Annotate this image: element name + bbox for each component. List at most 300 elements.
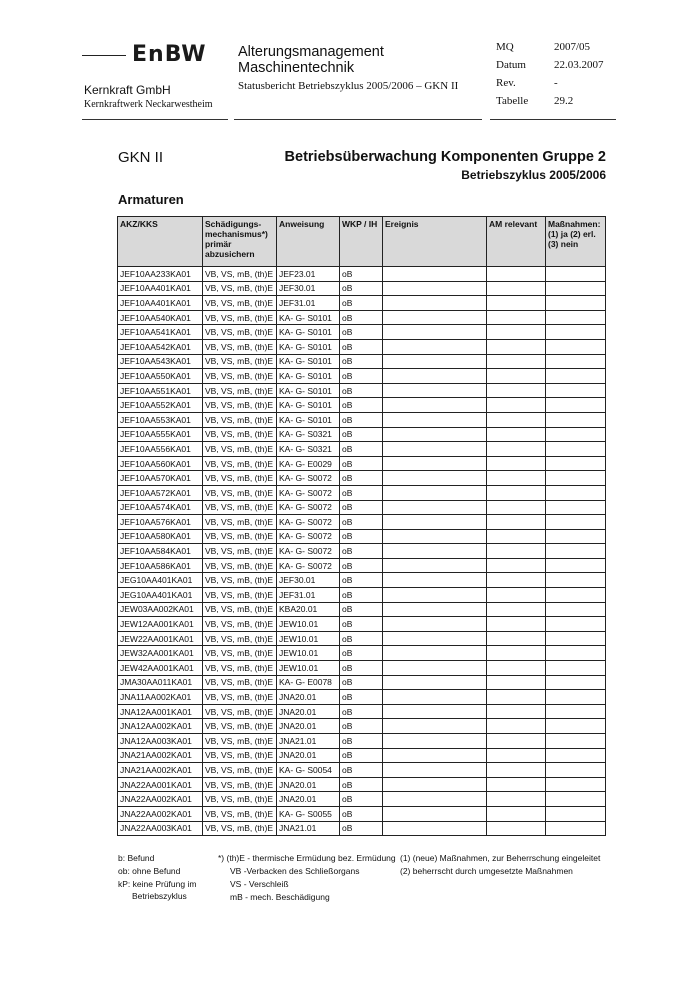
group-heading: Armaturen	[118, 192, 184, 207]
table-cell: JEF10AA574KA01	[118, 500, 203, 515]
table-cell	[383, 544, 487, 559]
table-cell: JEW10.01	[277, 646, 340, 661]
legend-line: ob: ohne Befund	[118, 866, 181, 876]
table-cell: VB, VS, mB, (th)E	[203, 310, 277, 325]
table-cell	[546, 821, 606, 836]
table-cell: VB, VS, mB, (th)E	[203, 792, 277, 807]
table-cell: oB	[340, 267, 383, 282]
table-cell	[383, 588, 487, 603]
table-cell: oB	[340, 631, 383, 646]
table-cell: oB	[340, 558, 383, 573]
table-row	[118, 763, 606, 778]
table-row	[118, 821, 606, 836]
table-cell	[487, 704, 546, 719]
table-cell	[546, 354, 606, 369]
company-name: Kernkraft GmbH	[84, 83, 171, 97]
table-row	[118, 704, 606, 719]
table-cell: JNA20.01	[277, 704, 340, 719]
meta-row	[496, 41, 616, 59]
table-cell	[546, 412, 606, 427]
table-cell	[487, 748, 546, 763]
table-cell: JEF10AA580KA01	[118, 529, 203, 544]
table-cell	[546, 777, 606, 792]
table-cell: JNA20.01	[277, 777, 340, 792]
column-header: WKP / IH	[340, 217, 383, 267]
table-cell: VB, VS, mB, (th)E	[203, 412, 277, 427]
table-cell: oB	[340, 310, 383, 325]
legend-status	[118, 852, 196, 901]
table-row	[118, 398, 606, 413]
table-cell: JEF10AA576KA01	[118, 515, 203, 530]
table-cell: oB	[340, 456, 383, 471]
table-cell	[487, 558, 546, 573]
table-cell: VB, VS, mB, (th)E	[203, 544, 277, 559]
table-cell: VB, VS, mB, (th)E	[203, 442, 277, 457]
table-cell	[546, 617, 606, 632]
table-row	[118, 354, 606, 369]
table-cell: oB	[340, 442, 383, 457]
table-cell	[383, 617, 487, 632]
table-cell	[383, 675, 487, 690]
table-cell	[546, 704, 606, 719]
table-cell: VB, VS, mB, (th)E	[203, 339, 277, 354]
table-cell: JEF23.01	[277, 267, 340, 282]
table-cell: VB, VS, mB, (th)E	[203, 646, 277, 661]
table-cell	[546, 748, 606, 763]
table-cell: oB	[340, 427, 383, 442]
table-cell: VB, VS, mB, (th)E	[203, 471, 277, 486]
table-cell	[546, 646, 606, 661]
table-cell: oB	[340, 806, 383, 821]
table-row	[118, 588, 606, 603]
table-cell: JEF10AA233KA01	[118, 267, 203, 282]
table-cell: JNA20.01	[277, 719, 340, 734]
table-cell: KBA20.01	[277, 602, 340, 617]
table-row	[118, 427, 606, 442]
legend-line: b: Befund	[118, 853, 155, 863]
table-cell: JNA22AA002KA01	[118, 806, 203, 821]
table-cell	[487, 719, 546, 734]
table-cell	[383, 267, 487, 282]
table-cell: JNA11AA002KA01	[118, 690, 203, 705]
table-row	[118, 646, 606, 661]
table-cell: VB, VS, mB, (th)E	[203, 734, 277, 749]
table-cell: JEW42AA001KA01	[118, 661, 203, 676]
table-cell	[546, 310, 606, 325]
table-row	[118, 471, 606, 486]
table-cell	[383, 412, 487, 427]
meta-key: MQ	[496, 41, 514, 53]
table-cell: JEW03AA002KA01	[118, 602, 203, 617]
table-cell	[546, 369, 606, 384]
table-cell: KA- G- S0101	[277, 383, 340, 398]
table-row	[118, 719, 606, 734]
table-cell	[546, 485, 606, 500]
table-row	[118, 777, 606, 792]
table-cell: JEF10AA586KA01	[118, 558, 203, 573]
table-cell	[546, 471, 606, 486]
table-cell	[487, 427, 546, 442]
meta-value: 22.03.2007	[554, 59, 604, 71]
table-cell: oB	[340, 354, 383, 369]
table-cell	[383, 427, 487, 442]
table-cell: KA- G- S0072	[277, 485, 340, 500]
table-row	[118, 369, 606, 384]
table-cell	[383, 821, 487, 836]
table-cell	[546, 325, 606, 340]
meta-value: -	[554, 77, 558, 89]
table-cell	[546, 544, 606, 559]
table-cell	[546, 398, 606, 413]
table-cell: JNA21.01	[277, 734, 340, 749]
meta-value: 29.2	[554, 95, 574, 107]
table-cell	[487, 325, 546, 340]
table-cell	[383, 281, 487, 296]
meta-key: Tabelle	[496, 95, 529, 107]
table-cell: JNA20.01	[277, 792, 340, 807]
table-cell	[487, 281, 546, 296]
title-line-1: Alterungsmanagement	[238, 44, 384, 60]
table-row	[118, 383, 606, 398]
table-row	[118, 544, 606, 559]
meta-row	[496, 95, 616, 113]
table-cell: JNA12AA003KA01	[118, 734, 203, 749]
logo-text: EnBW	[132, 42, 207, 67]
table-cell	[487, 398, 546, 413]
table-cell	[546, 661, 606, 676]
column-header: Maßnahmen: (1) ja (2) erl. (3) nein	[546, 217, 606, 267]
table-row	[118, 442, 606, 457]
table-cell: oB	[340, 617, 383, 632]
table-cell	[546, 588, 606, 603]
table-cell	[383, 485, 487, 500]
header-divider	[82, 119, 228, 120]
table-row	[118, 631, 606, 646]
table-cell	[487, 602, 546, 617]
table-cell: KA- G- S0101	[277, 325, 340, 340]
logo	[82, 42, 222, 67]
meta-row	[496, 59, 616, 77]
table-cell: JEF10AA552KA01	[118, 398, 203, 413]
table-cell	[546, 734, 606, 749]
table-row	[118, 792, 606, 807]
table-cell: VB, VS, mB, (th)E	[203, 558, 277, 573]
legend-line: VB -Verbacken des Schließorgans	[230, 866, 360, 876]
table-cell	[546, 806, 606, 821]
table-cell: JEF10AA550KA01	[118, 369, 203, 384]
table-cell	[383, 471, 487, 486]
table-cell	[487, 588, 546, 603]
table-cell	[487, 442, 546, 457]
table-cell	[487, 412, 546, 427]
table-cell: VB, VS, mB, (th)E	[203, 690, 277, 705]
table-cell: VB, VS, mB, (th)E	[203, 806, 277, 821]
table-cell: oB	[340, 675, 383, 690]
table-cell	[383, 661, 487, 676]
table-cell: oB	[340, 544, 383, 559]
table-cell	[383, 296, 487, 311]
table-cell: JEF10AA401KA01	[118, 296, 203, 311]
table-cell: oB	[340, 500, 383, 515]
header-divider	[490, 119, 616, 120]
table-row	[118, 339, 606, 354]
table-cell	[383, 748, 487, 763]
table-cell	[546, 442, 606, 457]
table-row	[118, 661, 606, 676]
table-cell: VB, VS, mB, (th)E	[203, 515, 277, 530]
table-cell: JEF10AA555KA01	[118, 427, 203, 442]
table-cell	[546, 675, 606, 690]
table-cell	[383, 734, 487, 749]
table-cell: VB, VS, mB, (th)E	[203, 500, 277, 515]
legend-measures	[400, 852, 600, 878]
table-cell: JEF10AA584KA01	[118, 544, 203, 559]
table-cell	[546, 383, 606, 398]
table-cell	[383, 763, 487, 778]
document-meta	[496, 41, 616, 113]
table-cell: oB	[340, 412, 383, 427]
legend-line: *) (th)E - thermische Ermüdung bez. Ermüdung	[218, 853, 396, 863]
table-cell: VB, VS, mB, (th)E	[203, 631, 277, 646]
table-cell: KA- G- S0072	[277, 529, 340, 544]
table-cell: oB	[340, 588, 383, 603]
table-cell	[383, 646, 487, 661]
table-cell: VB, VS, mB, (th)E	[203, 573, 277, 588]
table-cell: JEF10AA556KA01	[118, 442, 203, 457]
table-cell: VB, VS, mB, (th)E	[203, 369, 277, 384]
table-cell: VB, VS, mB, (th)E	[203, 675, 277, 690]
legend-line: (1) (neue) Maßnahmen, zur Beherrschung eingeleitet	[400, 853, 601, 863]
table-cell	[383, 515, 487, 530]
table-cell: VB, VS, mB, (th)E	[203, 777, 277, 792]
table-cell: JEW10.01	[277, 631, 340, 646]
table-cell: oB	[340, 529, 383, 544]
table-cell: JEF10AA543KA01	[118, 354, 203, 369]
table-cell: KA- G- S0101	[277, 310, 340, 325]
meta-key: Rev.	[496, 77, 516, 89]
table-cell: oB	[340, 602, 383, 617]
table-cell: JEW10.01	[277, 661, 340, 676]
logo-line	[82, 55, 126, 56]
column-header: Schädigungs-mechanismus*) primär abzusichern	[203, 217, 277, 267]
table-cell	[487, 500, 546, 515]
table-cell	[487, 734, 546, 749]
table-cell: oB	[340, 325, 383, 340]
table-cell	[487, 661, 546, 676]
table-cell: JNA12AA002KA01	[118, 719, 203, 734]
table-cell: JEW12AA001KA01	[118, 617, 203, 632]
table-cell: KA- G- E0078	[277, 675, 340, 690]
table-cell	[487, 631, 546, 646]
table-cell: JEF31.01	[277, 296, 340, 311]
table-cell	[546, 763, 606, 778]
table-cell: oB	[340, 792, 383, 807]
table-row	[118, 675, 606, 690]
table-cell	[383, 310, 487, 325]
table-cell	[546, 631, 606, 646]
unit-label: GKN II	[118, 149, 164, 166]
legend-line: mB - mech. Beschädigung	[230, 892, 330, 902]
table-cell	[487, 763, 546, 778]
table-cell: oB	[340, 573, 383, 588]
table-cell: oB	[340, 471, 383, 486]
table-cell: oB	[340, 398, 383, 413]
table-cell: oB	[340, 748, 383, 763]
table-cell	[383, 690, 487, 705]
table-row	[118, 412, 606, 427]
table-cell: JNA12AA001KA01	[118, 704, 203, 719]
table-cell: oB	[340, 281, 383, 296]
table-cell	[383, 369, 487, 384]
table-cell: KA- G- E0029	[277, 456, 340, 471]
table-cell: KA- G- S0072	[277, 544, 340, 559]
table-cell: KA- G- S0321	[277, 442, 340, 457]
legend-line: VS - Verschleiß	[230, 879, 289, 889]
table-cell: JEG10AA401KA01	[118, 573, 203, 588]
table-cell	[546, 529, 606, 544]
table-cell: KA- G- S0101	[277, 339, 340, 354]
table-cell: VB, VS, mB, (th)E	[203, 588, 277, 603]
table-cell: oB	[340, 383, 383, 398]
table-cell	[487, 690, 546, 705]
table-cell	[383, 500, 487, 515]
table-cell: oB	[340, 690, 383, 705]
table-cell: JEF10AA572KA01	[118, 485, 203, 500]
table-cell	[487, 456, 546, 471]
table-cell	[546, 719, 606, 734]
table-cell	[487, 821, 546, 836]
table-cell: KA- G- S0072	[277, 471, 340, 486]
table-cell	[383, 631, 487, 646]
table-cell	[383, 398, 487, 413]
table-cell	[487, 806, 546, 821]
column-header: Ereignis	[383, 217, 487, 267]
table-cell: JEW22AA001KA01	[118, 631, 203, 646]
table-cell	[383, 777, 487, 792]
table-cell	[487, 529, 546, 544]
table-cell: JNA21AA002KA01	[118, 748, 203, 763]
table-cell	[546, 296, 606, 311]
table-cell	[546, 792, 606, 807]
table-row	[118, 296, 606, 311]
table-cell: VB, VS, mB, (th)E	[203, 704, 277, 719]
table-cell: KA- G- S0072	[277, 515, 340, 530]
table-row	[118, 573, 606, 588]
table-row	[118, 281, 606, 296]
header-divider	[234, 119, 482, 120]
table-cell: JNA22AA002KA01	[118, 792, 203, 807]
meta-value: 2007/05	[554, 41, 591, 53]
table-cell	[546, 515, 606, 530]
table-cell	[487, 471, 546, 486]
table-cell	[487, 544, 546, 559]
table-cell: oB	[340, 485, 383, 500]
table-cell: oB	[340, 719, 383, 734]
table-cell: JEF10AA551KA01	[118, 383, 203, 398]
table-cell	[546, 558, 606, 573]
table-header-row	[118, 217, 606, 267]
table-cell	[546, 690, 606, 705]
table-cell: JNA21.01	[277, 821, 340, 836]
table-cell: oB	[340, 734, 383, 749]
table-cell: KA- G- S0101	[277, 354, 340, 369]
table-cell	[487, 354, 546, 369]
table-cell: oB	[340, 661, 383, 676]
table-cell: JEW10.01	[277, 617, 340, 632]
table-cell	[487, 777, 546, 792]
table-cell: JEW32AA001KA01	[118, 646, 203, 661]
table-cell: VB, VS, mB, (th)E	[203, 763, 277, 778]
cycle-label: Betriebszyklus 2005/2006	[461, 168, 606, 182]
section-title: Betriebsüberwachung Komponenten Gruppe 2	[284, 149, 606, 165]
table-cell	[487, 646, 546, 661]
table-cell	[546, 573, 606, 588]
column-header: AKZ/KKS	[118, 217, 203, 267]
table-cell: JNA22AA001KA01	[118, 777, 203, 792]
table-cell: VB, VS, mB, (th)E	[203, 661, 277, 676]
table-cell	[546, 339, 606, 354]
table-cell	[487, 515, 546, 530]
table-cell: JNA21AA002KA01	[118, 763, 203, 778]
column-header: AM relevant	[487, 217, 546, 267]
table-row	[118, 500, 606, 515]
table-row	[118, 748, 606, 763]
table-body	[118, 267, 606, 836]
table-cell: JEF30.01	[277, 281, 340, 296]
table-cell: JEF31.01	[277, 588, 340, 603]
table-cell: VB, VS, mB, (th)E	[203, 602, 277, 617]
meta-row	[496, 77, 616, 95]
table-cell	[546, 267, 606, 282]
table-cell	[487, 267, 546, 282]
table-cell	[383, 719, 487, 734]
table-cell	[487, 369, 546, 384]
table-cell: oB	[340, 646, 383, 661]
legend-line: Betriebszyklus	[132, 891, 187, 901]
table-row	[118, 456, 606, 471]
title-line-2: Maschinentechnik	[238, 60, 355, 76]
table-row	[118, 558, 606, 573]
table-cell: VB, VS, mB, (th)E	[203, 719, 277, 734]
table-cell: VB, VS, mB, (th)E	[203, 296, 277, 311]
table-cell	[383, 602, 487, 617]
table-row	[118, 529, 606, 544]
table-cell: VB, VS, mB, (th)E	[203, 529, 277, 544]
table-cell: oB	[340, 763, 383, 778]
table-cell: KA- G- S0101	[277, 398, 340, 413]
table-cell	[383, 354, 487, 369]
table-cell	[487, 573, 546, 588]
table-cell	[383, 456, 487, 471]
table-cell: KA- G- S0101	[277, 412, 340, 427]
table-cell	[383, 442, 487, 457]
table-cell	[546, 427, 606, 442]
table-cell: oB	[340, 296, 383, 311]
table-cell: VB, VS, mB, (th)E	[203, 325, 277, 340]
table-cell	[383, 325, 487, 340]
document-subtitle: Statusbericht Betriebszyklus 2005/2006 – GKN II	[238, 80, 459, 92]
table-row	[118, 602, 606, 617]
table-cell	[487, 310, 546, 325]
legend-line: (2) beherrscht durch umgesetzte Maßnahmen	[400, 866, 573, 876]
table-cell: JEF30.01	[277, 573, 340, 588]
plant-name: Kernkraftwerk Neckarwestheim	[84, 99, 213, 110]
inspection-table	[117, 216, 606, 836]
table-cell: oB	[340, 704, 383, 719]
table-cell	[487, 296, 546, 311]
table-cell: JEF10AA570KA01	[118, 471, 203, 486]
table-cell	[487, 383, 546, 398]
